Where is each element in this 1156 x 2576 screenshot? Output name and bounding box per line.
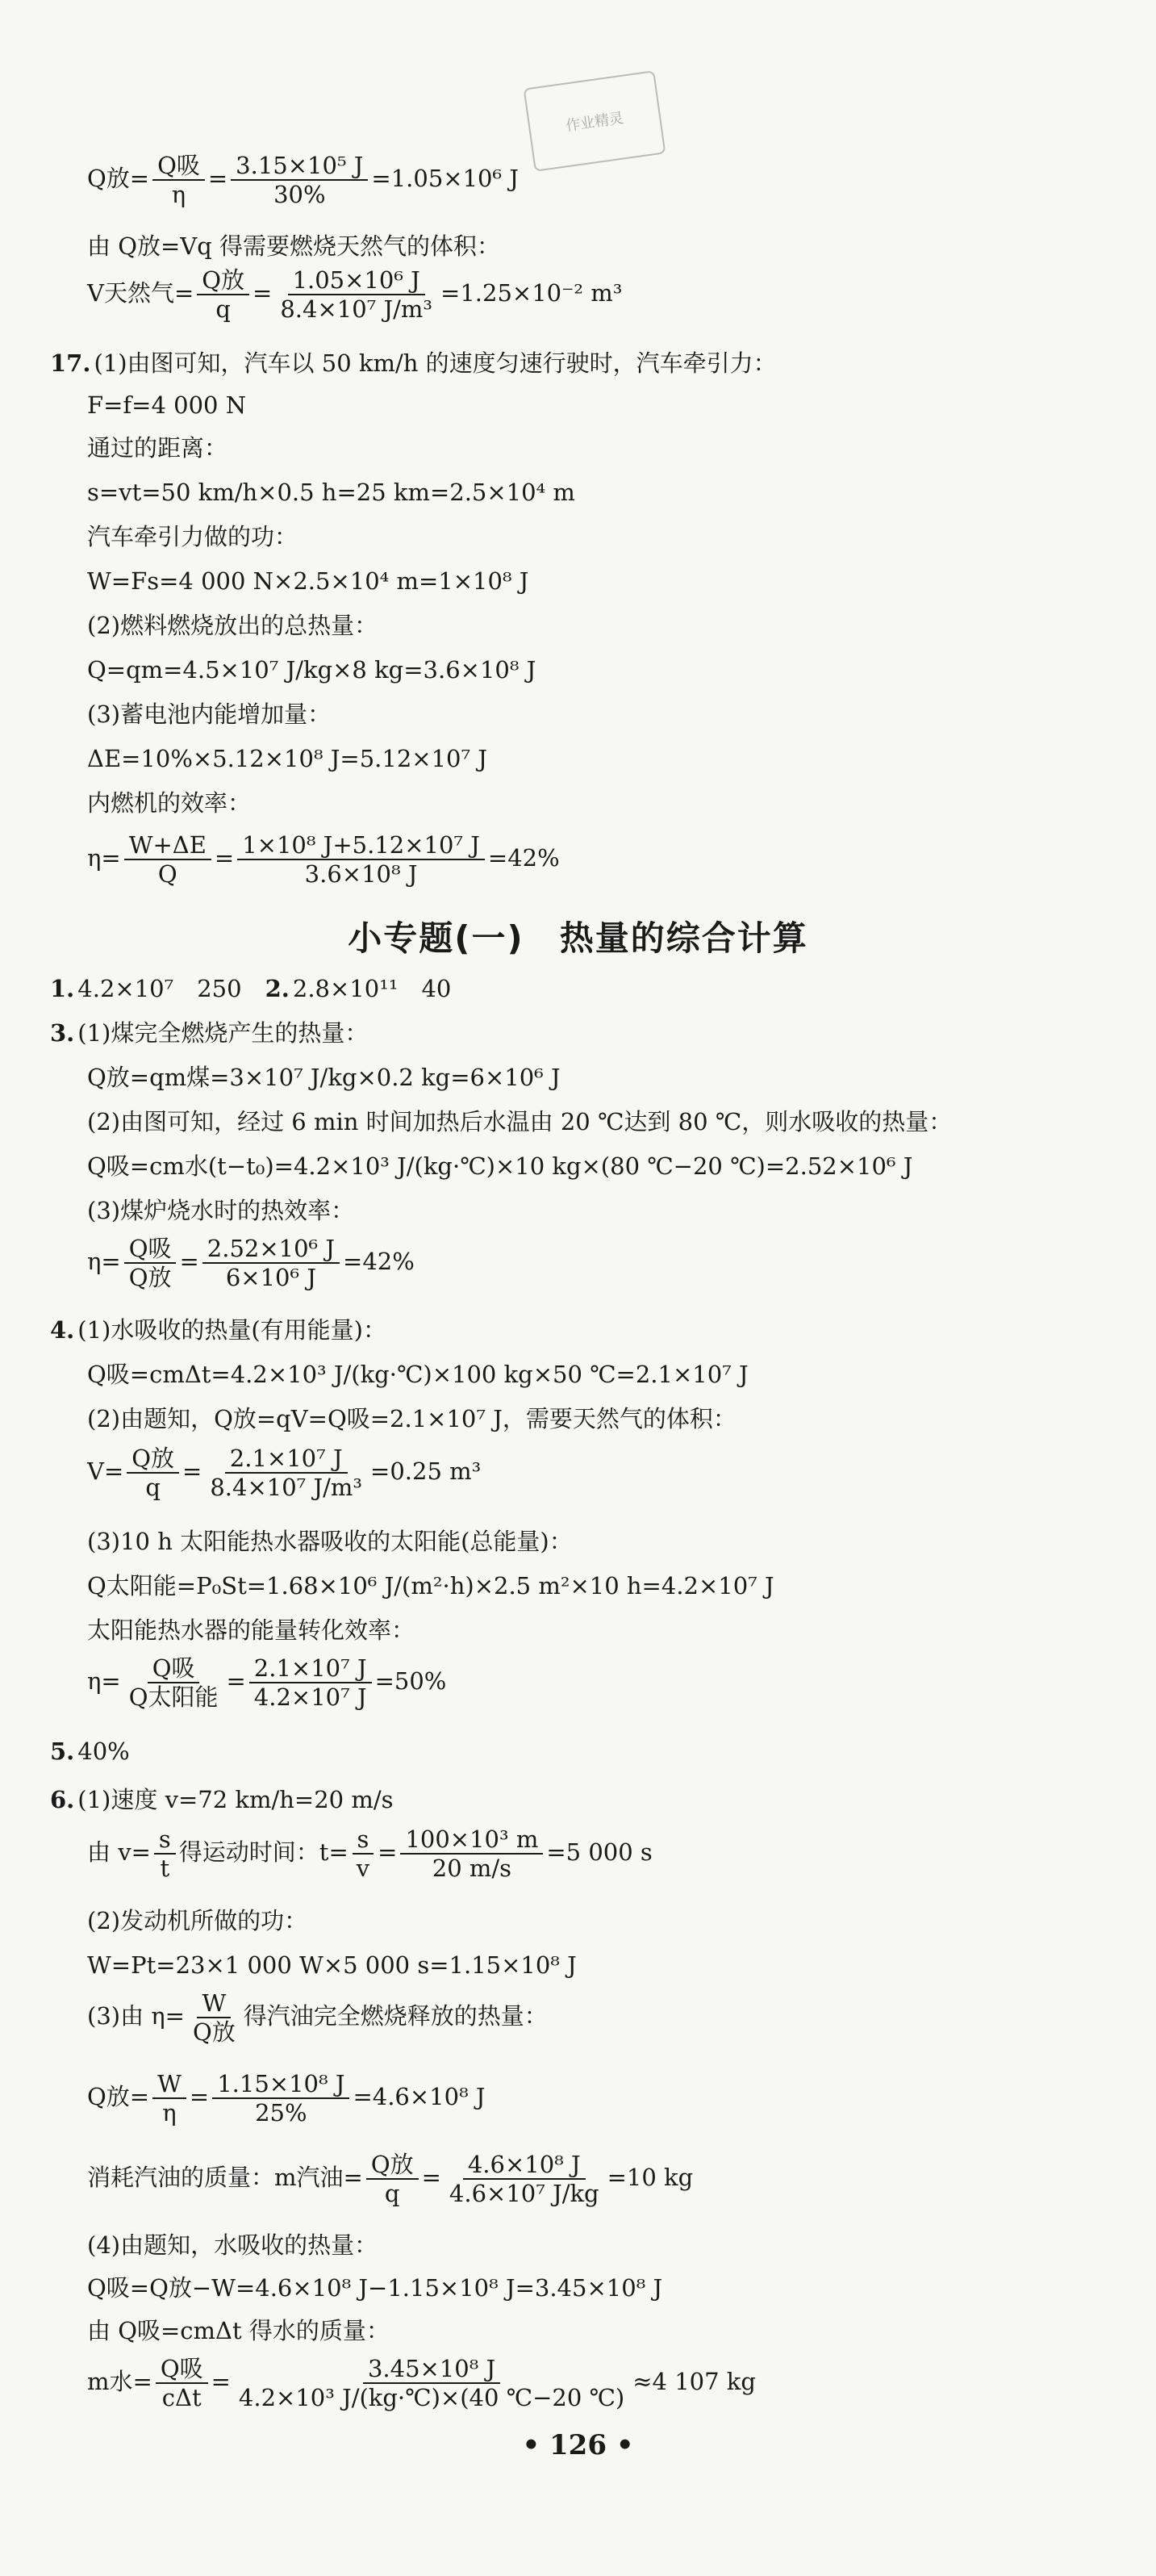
text: ≈4 107 kg [632,2368,756,2395]
question-1-2 [50,972,451,1005]
text: η= [87,844,121,872]
text: = [211,2368,231,2395]
text-line: 由 Q吸=cmΔt 得水的质量： [87,2317,390,2344]
text-line: F=f=4 000 N [87,391,247,419]
denominator: Q [157,860,177,888]
formula-line [87,1235,415,1291]
numerator: W [152,2070,186,2099]
numerator: Q放 [127,1445,179,1474]
text: (3)由 η= [87,2002,185,2030]
text: =5 000 s [546,1838,653,1866]
fraction [127,1445,179,1501]
text-line: 通过的距离： [87,434,228,462]
text-line: (3)煤炉烧水时的热效率： [87,1197,355,1224]
text: = [179,1248,199,1275]
denominator: q [145,1474,161,1501]
denominator: 8.4×10⁷ J/m³ [210,1474,363,1501]
text: = [207,165,228,192]
fraction [231,152,368,208]
text: (1)由图可知，汽车以 50 km/h 的速度匀速行驶时，汽车牵引力： [94,349,777,377]
numerator: Q吸 [152,152,205,181]
fraction [152,2070,186,2126]
text: Q放= [87,2083,150,2110]
denominator: η [162,2099,177,2126]
formula-line [87,2070,486,2126]
fraction [366,2151,419,2207]
denominator: 6×10⁶ J [225,1264,316,1291]
text-line: Q放=qm煤=3×10⁷ J/kg×0.2 kg=6×10⁶ J [87,1064,561,1091]
text: =0.25 m³ [370,1457,482,1485]
fraction [152,152,205,208]
text: 得运动时间：t= [178,1838,348,1866]
question-3 [50,1017,368,1049]
formula-line [87,1654,446,1711]
fraction [400,1825,543,1882]
formula-line [87,152,519,208]
numerator: 2.1×10⁷ J [225,1445,348,1474]
text-line: ΔE=10%×5.12×10⁸ J=5.12×10⁷ J [87,745,487,772]
text-line: 由 Q放=Vq 得需要燃烧天然气的体积： [87,232,501,260]
text-line: (2)由题知，Q放=qV=Q吸=2.1×10⁷ J，需要天然气的体积： [87,1405,737,1432]
text: Q放= [87,165,150,192]
fraction [205,1445,367,1501]
text: 40% [77,1738,130,1765]
question-4 [50,1314,386,1346]
text-line: (4)由题知，水吸收的热量： [87,2231,378,2259]
text: =1.05×10⁶ J [371,165,519,192]
fraction [237,831,485,888]
section-heading: 小专题(一) 热量的综合计算 [348,918,808,958]
fraction [212,2070,349,2126]
numerator: W [197,1989,231,2018]
text-line: Q=qm=4.5×10⁷ J/kg×8 kg=3.6×10⁸ J [87,656,536,684]
text: 2.8×10¹¹ 40 [292,975,452,1002]
fraction [154,1825,176,1882]
text: =42% [343,1248,415,1275]
text: = [421,2164,441,2191]
denominator: Q放 [192,2018,236,2046]
text: (1)水吸收的热量(有用能量)： [77,1316,386,1344]
numerator: Q吸 [148,1654,200,1683]
text-line: Q吸=cm水(t−t₀)=4.2×10³ J/(kg·℃)×10 kg×(80 ℃−20 ℃)=2.52×10⁶ J [87,1152,913,1180]
text: 4.2×10⁷ 250 [77,975,265,1002]
fraction [156,2355,208,2411]
numerator: 2.52×10⁶ J [202,1235,340,1264]
formula-line [87,1445,481,1501]
text-line: s=vt=50 km/h×0.5 h=25 km=2.5×10⁴ m [87,479,575,506]
denominator: 4.2×10⁷ J [253,1683,367,1711]
denominator: 3.6×10⁸ J [304,860,418,888]
question-number: 2. [265,975,290,1002]
stamp-text: 作业精灵 [565,110,625,135]
text: 得汽油完全燃烧释放的热量： [243,2002,548,2030]
denominator: cΔt [161,2384,202,2411]
page-number: • 126 • [522,2429,634,2461]
text-line: 内燃机的效率： [87,789,252,817]
question-5 [50,1735,130,1767]
question-number: 17. [50,349,91,377]
numerator: 100×10³ m [400,1825,543,1855]
question-17 [50,347,777,379]
watermark-stamp [524,70,666,172]
fraction [202,1235,340,1291]
text: η= [87,1248,121,1275]
numerator: s [154,1825,176,1855]
text: (1)速度 v=72 km/h=20 m/s [77,1786,394,1813]
text: = [182,1457,202,1485]
numerator: Q放 [197,266,249,295]
denominator: 4.6×10⁷ J/kg [449,2180,599,2207]
numerator: 2.1×10⁷ J [249,1654,372,1683]
text-line: (2)由图可知，经过 6 min 时间加热后水温由 20 ℃达到 80 ℃，则水吸收的热量： [87,1108,953,1135]
numerator: 4.6×10⁸ J [463,2151,586,2180]
text-line: Q吸=cmΔt=4.2×10³ J/(kg·℃)×100 kg×50 ℃=2.1×10⁷ J [87,1361,749,1388]
formula-line [87,1989,548,2046]
text-line: 太阳能热水器的能量转化效率： [87,1616,415,1644]
text-line: (3)蓄电池内能增加量： [87,700,332,728]
formula-line [87,2151,693,2207]
text-line: (2)发动机所做的功： [87,1907,308,1934]
question-number: 6. [50,1786,75,1813]
fraction [124,1654,223,1711]
text: m水= [87,2368,152,2395]
question-number: 1. [50,975,75,1002]
numerator: 1.15×10⁸ J [212,2070,349,2099]
text-line: (3)10 h 太阳能热水器吸收的太阳能(总能量)： [87,1528,573,1555]
fraction [124,831,211,888]
fraction [352,1825,374,1882]
denominator: 8.4×10⁷ J/m³ [280,295,433,323]
fraction [124,1235,177,1291]
text: =50% [374,1667,447,1695]
text: V天然气= [87,279,194,307]
fraction [188,1989,240,2046]
text-line: Q太阳能=P₀St=1.68×10⁶ J/(m²·h)×2.5 m²×10 h=4.2×10⁷ J [87,1572,774,1600]
numerator: s [353,1825,374,1855]
numerator: 1.05×10⁶ J [288,266,425,295]
text: = [252,279,273,307]
text: 由 v= [87,1838,151,1866]
fraction [249,1654,372,1711]
text: =10 kg [607,2164,694,2191]
text-line: 汽车牵引力做的功： [87,523,298,550]
numerator: W+ΔE [124,831,211,860]
text: =1.25×10⁻² m³ [440,279,623,307]
fraction [444,2151,604,2207]
text: = [189,2083,210,2110]
formula-line [87,1825,653,1882]
text: =42% [487,844,560,872]
denominator: t [160,1855,170,1882]
numerator: 3.15×10⁵ J [231,152,368,181]
denominator: 4.2×10³ J/(kg·℃)×(40 ℃−20 ℃) [238,2384,625,2411]
denominator: v [356,1855,370,1882]
text-line: W=Pt=23×1 000 W×5 000 s=1.15×10⁸ J [87,1951,577,1979]
text: = [214,844,235,872]
numerator: Q吸 [156,2355,208,2384]
denominator: 30% [273,181,326,208]
text: = [378,1838,398,1866]
formula-line [87,831,560,888]
text: (1)煤完全燃烧产生的热量： [77,1019,369,1047]
text: 消耗汽油的质量：m汽油= [87,2164,363,2191]
text-line: (2)燃料燃烧放出的总热量： [87,612,378,639]
numerator: 3.45×10⁸ J [363,2355,500,2384]
question-number: 3. [50,1019,75,1047]
numerator: 1×10⁸ J+5.12×10⁷ J [237,831,485,860]
denominator: η [171,181,186,208]
denominator: q [384,2180,400,2207]
denominator: q [215,295,231,323]
denominator: 25% [255,2099,307,2126]
question-number: 4. [50,1316,75,1344]
text-line: W=Fs=4 000 N×2.5×10⁴ m=1×10⁸ J [87,567,529,595]
numerator: Q吸 [124,1235,177,1264]
denominator: Q放 [128,1264,172,1291]
fraction [234,2355,629,2411]
formula-line [87,266,622,323]
text: V= [87,1457,124,1485]
fraction [197,266,249,323]
denominator: 20 m/s [432,1855,512,1882]
denominator: Q太阳能 [128,1683,219,1711]
text: =4.6×10⁸ J [353,2083,486,2110]
fraction [275,266,437,323]
question-6 [50,1784,393,1816]
formula-line [87,2355,756,2411]
numerator: Q放 [366,2151,419,2180]
text: η= [87,1667,121,1695]
text: = [226,1667,246,1695]
text-line: Q吸=Q放−W=4.6×10⁸ J−1.15×10⁸ J=3.45×10⁸ J [87,2274,663,2302]
question-number: 5. [50,1738,75,1765]
